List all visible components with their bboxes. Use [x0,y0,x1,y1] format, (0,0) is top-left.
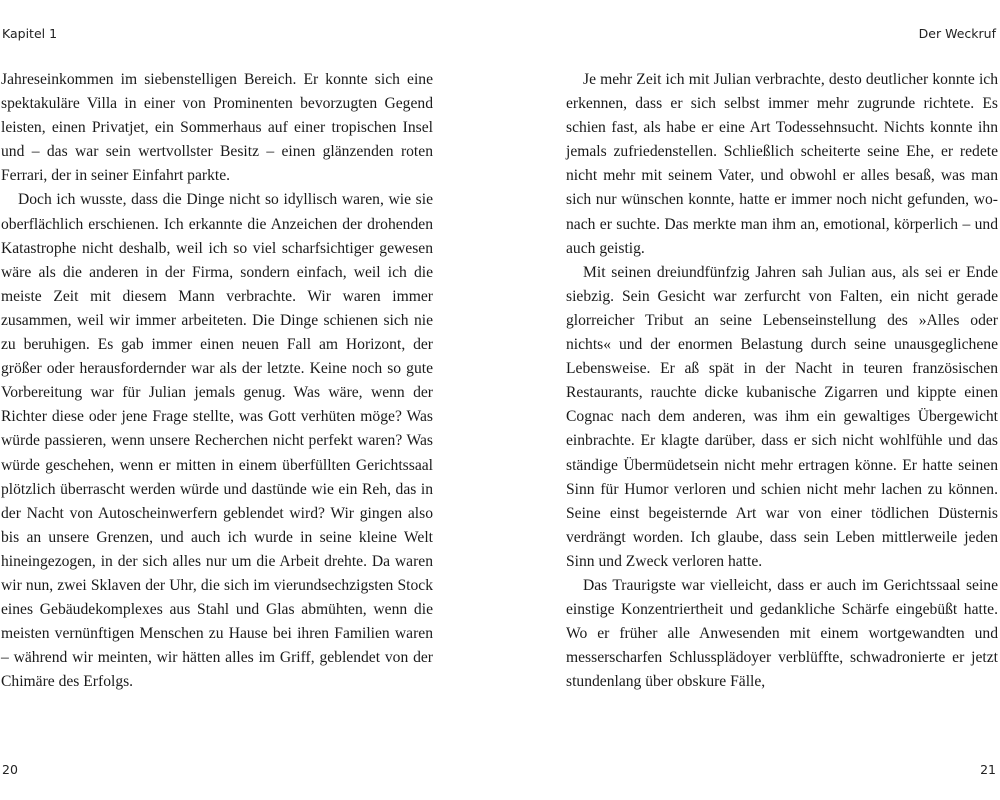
right-paragraph-2: Mit seinen dreiundfünfzig Jahren sah Julian aus, als sei er Ende siebzig. Sein Gesicht war zerfurcht von Falten, ein nicht gerade glorreicher Tribut an seine Lebenseinstellung des »Alles oder nichts« und der enormen Belastung durch seine unausgeglichene Lebensweise. Er aß spät in der Nacht in teuren französischen Restaurants, rauchte dicke kubanische Zigarren und kippte einen Cognac nach dem anderen, was ihm ein gewaltiges Übergewicht einbrachte. Er klagte darüber, dass er sich nicht wohlfühle und das ständige Übermüdetsein nicht mehr ertragen könne. Er hatte seinen Sinn für Humor verloren und schien nicht mehr lachen zu können. Seine einst begeisternde Art war von einer tödlichen Düsternis verdrängt worden. Ich glaube, dass sein Leben mittlerweile jeden Sinn und Zweck verloren hatte. [566,263,998,570]
right-page-body [566,68,998,694]
page-number-right: 21 [980,762,996,777]
left-page-body [1,68,433,694]
right-paragraph-1: Je mehr Zeit ich mit Julian verbrachte, desto deutlicher konnte ich erkennen, dass er sich selbst immer mehr zugrunde richtete. Es schien fast, als habe er eine Art Todessehnsucht. Nichts konnte ihn jemals zufriedenstellen. Schließlich scheiterte seine Ehe, er redete nicht mehr mit seinem Vater, und obwohl er alles besaß, was man sich nur wünschen konnte, hatte er immer noch nicht gefunden, wonach er suchte. Das merkte man ihm an, emotional, körperlich – und auch geistig. [566,71,998,257]
page-number-left: 20 [2,762,18,777]
running-head-left: Kapitel 1 [2,26,58,41]
right-paragraph-3: Das Traurigste war vielleicht, dass er auch im Gerichtssaal seine einstige Konzentriertheit und gedankliche Schärfe eingebüßt hatte. Wo er früher alle Anwesenden mit einem wortgewandten und messerscharfen Schlussplädoyer verblüffte, schwadronierte er jetzt stundenlang über obskure Fälle, [566,576,998,691]
left-paragraph-1: Jahreseinkommen im siebenstelligen Bereich. Er konnte sich eine spektakuläre Villa in einer von Prominenten bevorzugten Gegend leisten, einen Privatjet, ein Sommerhaus auf einer tropischen Insel und – das war sein wertvollster Besitz – einen glänzenden roten Ferrari, der in seiner Einfahrt parkte. [1,71,433,185]
left-paragraph-2: Doch ich wusste, dass die Dinge nicht so idyllisch waren, wie sie oberflächlich erschienen. Ich erkannte die Anzeichen der drohenden Katastrophe nicht deshalb, weil ich so viel scharfsichtiger gewesen wäre als die anderen in der Firma, sondern einfach, weil ich die meiste Zeit mit diesem Mann verbrachte. Wir waren immer zusammen, weil wir immer arbeiteten. Die Dinge schienen sich nie zu beruhigen. Es gab immer einen neuen Fall am Horizont, der größer oder herausfordernder war als der letzte. Keine noch so gute Vorbereitung war für Julian jemals genug. Was wäre, wenn der Richter diese oder jene Frage stellte, was Gott verhüten möge? Was würde passieren, wenn unsere Recherchen nicht perfekt waren? Was würde geschehen, wenn er mitten in einem überfüllten Gerichtssaal plötzlich überrascht werden würde und dastünde wie ein Reh, das in der Nacht von Autoscheinwerfern geblendet wird? Wir gingen also bis an unsere Grenzen, und auch ich wurde in seine kleine Welt hineingezogen, in der sich alles nur um die Arbeit drehte. Da waren wir nun, zwei Sklaven der Uhr, die sich im vierundsechzigsten Stock eines Gebäudekomplexes aus Stahl und Glas abmühten, wenn die meisten vernünftigen Menschen zu Hause bei ihren Familien waren – während wir meinten, wir hätten alles im Griff, geblendet von der Chimäre des Erfolgs. [1,191,433,691]
running-head-right: Der Weckruf [918,26,996,41]
